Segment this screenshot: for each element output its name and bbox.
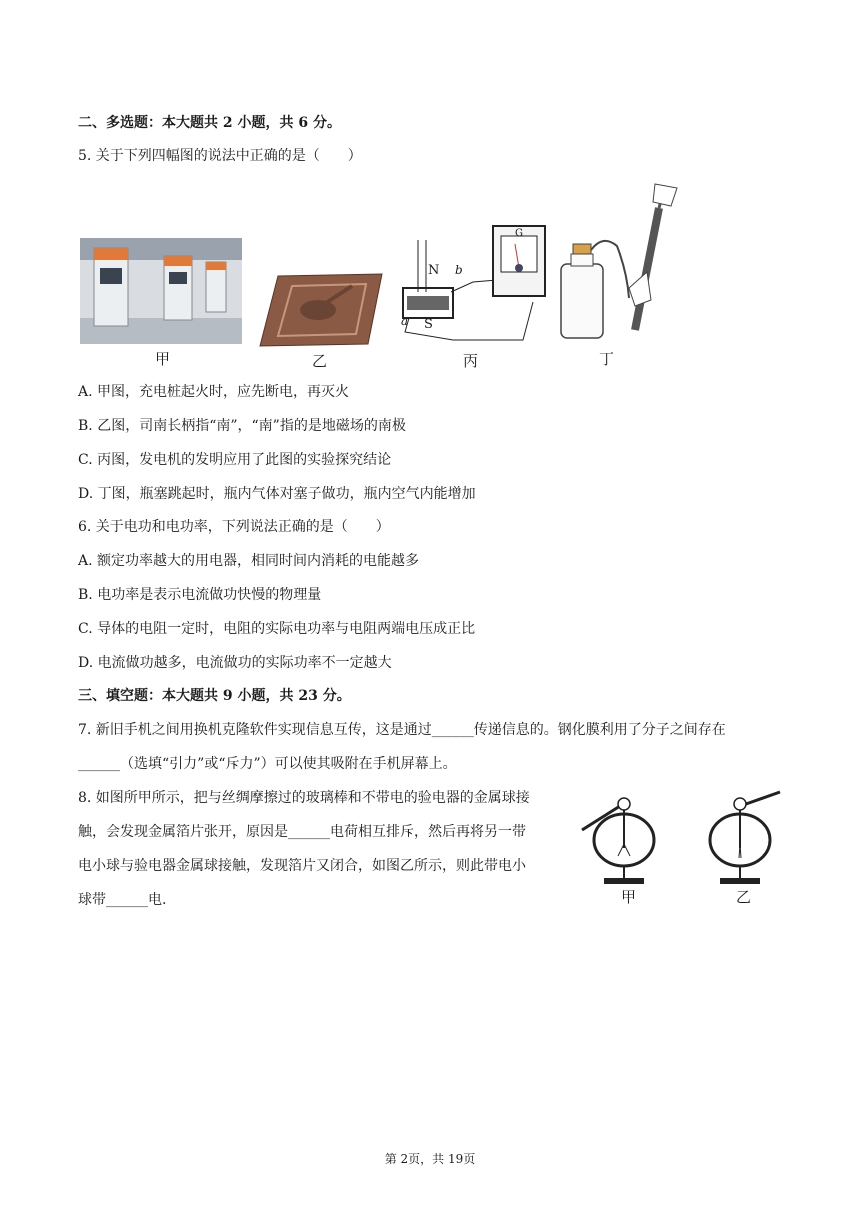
question-6-option-b: B. 电功率是表示电流做功快慢的物理量 — [78, 587, 322, 603]
question-5-option-a: A. 甲图，充电桩起火时，应先断电，再灭火 — [78, 384, 350, 400]
question-6-stem: 6. 关于电功和电功率，下列说法正确的是（ ） — [78, 519, 390, 535]
question-5-option-b: B. 乙图，司南长柄指“南”，“南”指的是地磁场的南极 — [78, 418, 406, 434]
section-heading-fill-in: 三、填空题：本大题共 9 小题，共 23 分。 — [78, 688, 351, 704]
question-5-option-c: C. 丙图，发电机的发明应用了此图的实验探究结论 — [78, 452, 392, 468]
question-8-line-3: 电小球与验电器金属球接触，发现箔片又闭合，如图乙所示，则此带电小 — [78, 858, 526, 874]
question-7-line-2: ______（选填“引力”或“斥力”）可以使其吸附在手机屏幕上。 — [78, 756, 457, 772]
figure-label-jia-electroscope: 甲 — [621, 888, 637, 906]
figure-sinan-compass — [256, 268, 386, 348]
figure-charging-station — [80, 238, 242, 344]
question-5-stem: 5. 关于下列四幅图的说法中正确的是（ ） — [78, 148, 362, 164]
figure-label-yi-electroscope: 乙 — [736, 888, 752, 906]
figure-label-yi: 乙 — [312, 352, 328, 370]
question-8-line-4: 球带______电. — [78, 892, 167, 908]
section-heading-multiple-choice: 二、多选题：本大题共 2 小题，共 6 分。 — [78, 115, 341, 131]
figure-label-ding: 丁 — [599, 350, 615, 368]
magnet-label-n: N — [428, 263, 440, 278]
figure-label-jia: 甲 — [155, 350, 171, 368]
question-7-line-1: 7. 新旧手机之间用换机克隆软件实现信息互传，这是通过______传递信息的。钢化膜利用了分子之间存在 — [78, 722, 726, 738]
figure-electroscope-yi — [700, 786, 782, 888]
question-6-option-c: C. 导体的电阻一定时，电阻的实际电功率与电阻两端电压成正比 — [78, 621, 476, 637]
figure-bottle-pump — [555, 180, 690, 344]
galvanometer-label-g: G — [515, 228, 523, 239]
question-6-option-a: A. 额定功率越大的用电器，相同时间内消耗的电能越多 — [78, 553, 420, 569]
figure-electromagnetic-experiment — [393, 222, 553, 344]
wire-label-a: a — [401, 314, 409, 328]
figure-label-bing: 丙 — [463, 352, 479, 370]
question-6-option-d: D. 电流做功越多，电流做功的实际功率不一定越大 — [78, 655, 392, 671]
question-5-option-d: D. 丁图，瓶塞跳起时，瓶内气体对塞子做功，瓶内空气内能增加 — [78, 486, 476, 502]
wire-label-b: b — [455, 263, 463, 277]
page-footer: 第 2页，共 19页 — [384, 1152, 476, 1166]
question-8-line-2: 触，会发现金属箔片张开，原因是______电荷相互排斥，然后再将另一带 — [78, 824, 526, 840]
magnet-label-s: S — [424, 317, 433, 332]
question-8-line-1: 8. 如图所甲所示，把与丝绸摩擦过的玻璃棒和不带电的验电器的金属球接 — [78, 790, 530, 806]
figure-electroscope-jia — [576, 786, 678, 888]
